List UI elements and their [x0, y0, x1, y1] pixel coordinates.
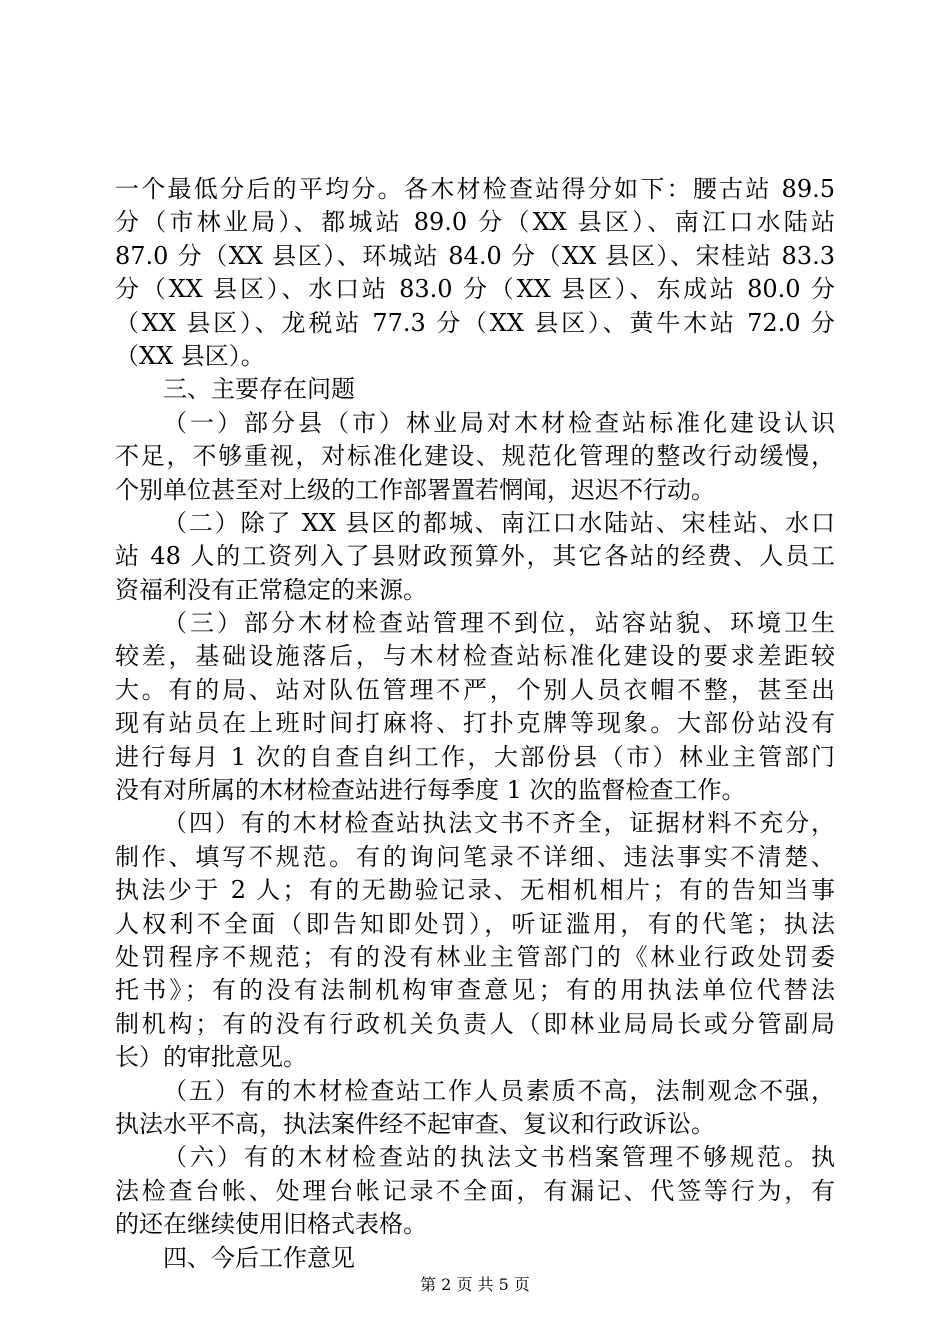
- paragraph-line: 人权利不全面（即告知即处罚），听证滥用，有的代笔；执法: [115, 909, 835, 938]
- paragraph-line: 现有站员在上班时间打麻将、打扑克牌等现象。大部份站没有: [115, 709, 835, 738]
- page-number: 第 2 页 共 5 页: [420, 1275, 530, 1294]
- section-heading: 四、今后工作意见: [163, 1243, 355, 1272]
- paragraph-line: （六）有的木材检查站的执法文书档案管理不够规范。执: [163, 1143, 835, 1172]
- paragraph-line: （XX 县区）、龙税站 77.3 分（XX 县区）、黄牛木站 72.0 分: [115, 308, 835, 337]
- paragraph-line: 87.0 分（XX 县区）、环城站 84.0 分（XX 县区）、宋桂站 83.3: [115, 241, 835, 270]
- paragraph-line: 较差，基础设施落后，与木材检查站标准化建设的要求差距较: [115, 642, 835, 671]
- paragraph-line: 个别单位甚至对上级的工作部署置若惘闻，迟迟不行动。: [115, 475, 715, 504]
- paragraph-line: 分（XX 县区）、水口站 83.0 分（XX 县区）、东成站 80.0 分: [115, 275, 835, 304]
- paragraph-line: （XX 县区）。: [115, 341, 265, 370]
- paragraph-line: 进行每月 1 次的自查自纠工作，大部份县（市）林业主管部门: [115, 742, 835, 771]
- paragraph-line: 法检查台帐、处理台帐记录不全面，有漏记、代签等行为，有: [115, 1176, 835, 1205]
- document-body: [115, 173, 835, 1275]
- paragraph-line: 大。有的局、站对队伍管理不严，个别人员衣帽不整，甚至出: [115, 675, 835, 704]
- section-heading: 三、主要存在问题: [163, 375, 355, 404]
- paragraph-line: 的还在继续使用旧格式表格。: [115, 1210, 427, 1239]
- paragraph-line: （五）有的木材检查站工作人员素质不高，法制观念不强，: [163, 1076, 835, 1105]
- paragraph-line: （四）有的木材检查站执法文书不齐全，证据材料不充分，: [163, 809, 835, 838]
- page-footer: [0, 1274, 950, 1296]
- paragraph-line: 一个最低分后的平均分。各木材检查站得分如下：腰古站 89.5: [115, 175, 835, 203]
- paragraph-line: 执法少于 2 人；有的无勘验记录、无相机相片；有的告知当事: [115, 876, 835, 905]
- paragraph-line: （一）部分县（市）林业局对木材检查站标准化建设认识: [163, 408, 835, 437]
- paragraph-line: 不足，不够重视，对标准化建设、规范化管理的整改行动缓慢，: [115, 442, 835, 471]
- paragraph-line: 制机构；有的没有行政机关负责人（即林业局局长或分管副局: [115, 1009, 835, 1038]
- paragraph-line: 资福利没有正常稳定的来源。: [115, 575, 427, 604]
- paragraph-line: 没有对所属的木材检查站进行每季度 1 次的监督检查工作。: [115, 776, 746, 805]
- paragraph-line: 站 48 人的工资列入了县财政预算外，其它各站的经费、人员工: [115, 542, 835, 571]
- paragraph-line: 执法水平不高，执法案件经不起审查、复议和行政诉讼。: [115, 1109, 715, 1138]
- paragraph-line: 处罚程序不规范；有的没有林业主管部门的《林业行政处罚委: [115, 942, 835, 971]
- paragraph-line: 制作、填写不规范。有的询问笔录不详细、违法事实不清楚、: [115, 842, 835, 871]
- paragraph-line: （二）除了 XX 县区的都城、南江口水陆站、宋桂站、水口: [163, 508, 835, 537]
- paragraph-line: 分（市林业局）、都城站 89.0 分（XX 县区）、南江口水陆站: [115, 208, 835, 237]
- paragraph-line: 长）的审批意见。: [115, 1043, 307, 1072]
- paragraph-line: （三）部分木材检查站管理不到位，站容站貌、环境卫生: [163, 609, 835, 638]
- paragraph-line: 托书》；有的没有法制机构审查意见；有的用执法单位代替法: [115, 976, 835, 1005]
